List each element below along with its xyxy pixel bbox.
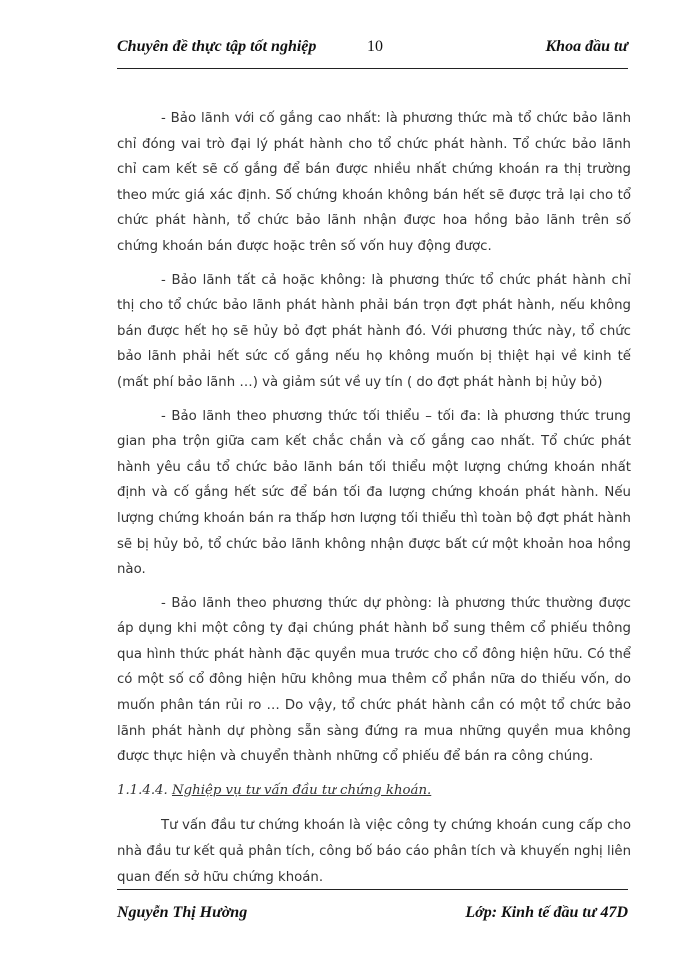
page-footer: [117, 904, 628, 926]
department-name: Khoa đầu tư: [545, 38, 628, 55]
page-header: [117, 38, 628, 60]
document-title: Chuyên đề thực tập tốt nghiệp: [117, 38, 317, 55]
page-body: [117, 106, 631, 898]
section-title: Nghiệp vụ tư vấn đầu tư chứng khoán.: [171, 782, 432, 798]
header-divider: [117, 68, 628, 69]
section-heading: [117, 778, 631, 804]
author-name: Nguyễn Thị Hường: [117, 904, 248, 921]
page-number: 10: [367, 38, 383, 55]
section-number: 1.1.4.4.: [117, 782, 168, 798]
paragraph-min-max: - Bảo lãnh theo phương thức tối thiểu – tối đa: là phương thức trung gian pha trộn giữa cam kết chắc chắn và cố gắng cao nhất. Tổ chức phát hành yêu cầu tổ chức bảo lãnh bán tối thiểu một lượng chứng khoán nhất định và cố gắng hết sức để bán tối đa lượng chứng khoán phát hành. Nếu lượng chứng khoán bán ra thấp hơn lượng tối thiểu thì toàn bộ đợt phát hành sẽ bị hủy bỏ, tổ chức bảo lãnh không nhận được bất cứ một khoản hoa hồng nào.: [117, 408, 631, 578]
footer-divider: [117, 889, 628, 890]
paragraph-standby: - Bảo lãnh theo phương thức dự phòng: là phương thức thường được áp dụng khi một công ty đại chúng phát hành bổ sung thêm cổ phiếu thông qua hình thức phát hành đặc quyền mua trước cho cổ đông hiện hữu. Có thể có một số cổ đông hiện hữu không mua thêm cổ phần nữa do thiếu vốn, do muốn phân tán rủi ro … Do vậy, tổ chức phát hành cần có một tổ chức bảo lãnh phát hành dự phòng sẵn sàng đứng ra mua những quyền mua không được thực hiện và chuyển thành những cổ phiếu để bán ra công chúng.: [117, 595, 631, 765]
class-name: Lớp: Kinh tế đầu tư 47D: [465, 904, 628, 921]
paragraph-best-efforts: - Bảo lãnh với cố gắng cao nhất: là phương thức mà tổ chức bảo lãnh chỉ đóng vai trò đại lý phát hành cho tổ chức phát hành. Tổ chức bảo lãnh chỉ cam kết sẽ cố gắng để bán được nhiều nhất chứng khoán ra thị trường theo mức giá xác định. Số chứng khoán không bán hết sẽ được trả lại cho tổ chức phát hành, tổ chức bảo lãnh nhận được hoa hồng bảo lãnh trên số chứng khoán bán được hoặc trên số vốn huy động được.: [117, 111, 631, 254]
paragraph-all-or-none: - Bảo lãnh tất cả hoặc không: là phương thức tổ chức phát hành chỉ thị cho tổ chức bảo lãnh phát hành phải bán trọn đợt phát hành, nếu không bán được hết họ sẽ hủy bỏ đợt phát hành đó. Với phương thức này, tổ chức bảo lãnh phải hết sức cố gắng nếu họ không muốn bị thiệt hại về kinh tế (mất phí bảo lãnh …) và giảm sút về uy tín ( do đợt phát hành bị hủy bỏ): [117, 272, 631, 390]
paragraph-investment-advisory: Tư vấn đầu tư chứng khoán là việc công ty chứng khoán cung cấp cho nhà đầu tư kết quả phân tích, công bố báo cáo phân tích và khuyến nghị liên quan đến sở hữu chứng khoán.: [117, 818, 631, 885]
